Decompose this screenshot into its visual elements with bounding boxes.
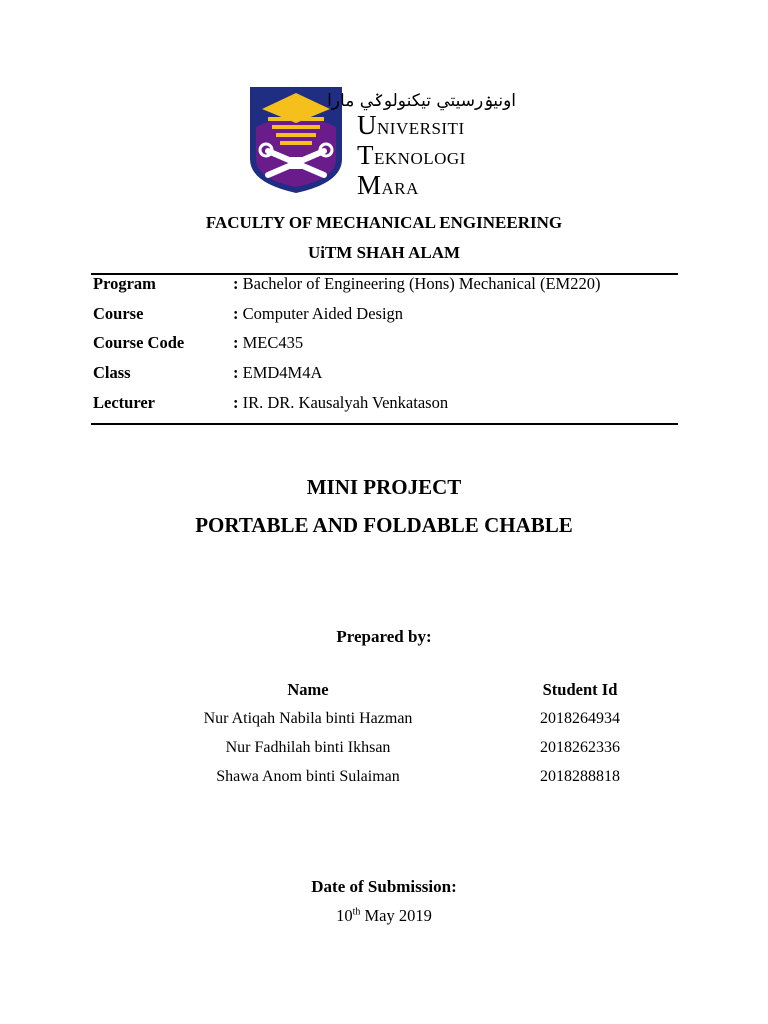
prepared-heading: Prepared by: (336, 627, 432, 646)
name-column-header: Name (287, 680, 329, 699)
project-type: MINI PROJECT (306, 475, 462, 499)
campus-name: UiTM SHAH ALAM (307, 243, 461, 262)
info-label: Lecturer (93, 393, 155, 412)
bottom-divider (91, 423, 678, 425)
info-separator: : (233, 393, 239, 412)
info-value: MEC435 (242, 333, 304, 352)
date-suffix: th (352, 906, 361, 918)
info-label: Program (93, 274, 156, 293)
wordmark-cap-2: T (357, 140, 374, 170)
project-title: PORTABLE AND FOLDABLE CHABLE (195, 513, 573, 537)
wordmark-cap-1: U (357, 110, 377, 140)
info-value: Computer Aided Design (242, 304, 404, 323)
info-label: Course Code (93, 333, 185, 352)
submission-heading: Date of Submission: (311, 877, 457, 896)
info-separator: : (233, 274, 239, 293)
student-id-column-header: Student Id (542, 680, 618, 699)
student-id: 2018264934 (540, 710, 620, 727)
info-value: EMD4M4A (242, 363, 323, 382)
info-label: Class (93, 363, 131, 382)
student-name: Shawa Anom binti Sulaiman (216, 768, 400, 785)
wordmark-rest-3: ARA (381, 179, 419, 198)
university-logo (250, 84, 520, 200)
submission-date (0, 906, 768, 926)
faculty-name: FACULTY OF MECHANICAL ENGINEERING (205, 213, 563, 232)
student-name: Nur Atiqah Nabila binti Hazman (203, 710, 413, 727)
info-label: Course (93, 304, 144, 323)
student-id: 2018262336 (540, 739, 620, 756)
info-value: Bachelor of Engineering (Hons) Mechanical (EM220) (242, 274, 601, 293)
info-separator: : (233, 304, 239, 323)
student-name: Nur Fadhilah binti Ikhsan (225, 739, 391, 756)
student-id: 2018288818 (540, 768, 620, 785)
date-day: 10 (336, 906, 353, 925)
university-wordmark (357, 112, 466, 202)
date-rest: May 2019 (360, 906, 432, 925)
jawi-script (327, 84, 518, 114)
jawi-text: اونيۏرسيتي تيكنولوݢي مارا (327, 91, 516, 111)
info-value: IR. DR. Kausalyah Venkatason (242, 393, 449, 412)
wordmark-rest-1: NIVERSITI (377, 119, 465, 138)
info-separator: : (233, 333, 239, 352)
wordmark-rest-2: EKNOLOGI (374, 149, 466, 168)
info-separator: : (233, 363, 239, 382)
wordmark-cap-3: M (357, 170, 382, 200)
